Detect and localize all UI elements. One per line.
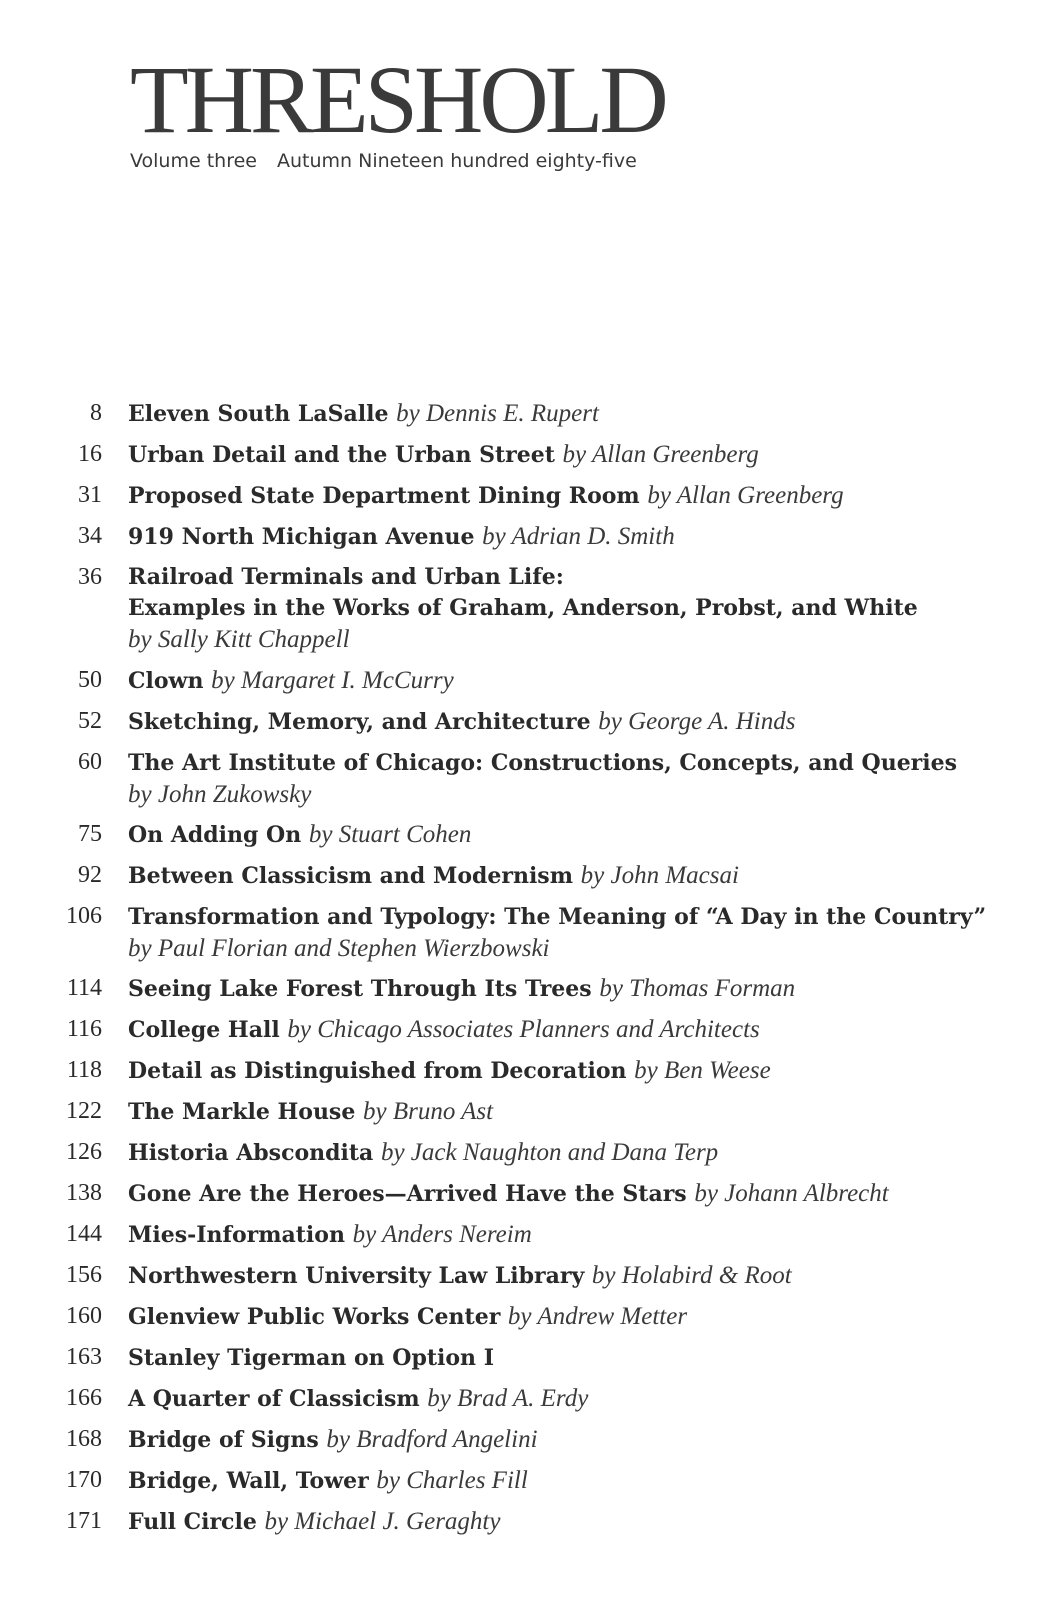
article-title: Gone Are the Heroes—Arrived Have the Stars <box>128 1181 687 1207</box>
entry-text <box>128 1137 1013 1169</box>
toc-entry <box>0 1260 1043 1301</box>
article-author: by Allan Greenberg <box>647 482 844 509</box>
page-number: 116 <box>66 1016 102 1042</box>
entry-text <box>128 439 1013 471</box>
article-author: by Charles Fill <box>376 1467 528 1494</box>
entry-text <box>128 398 1013 430</box>
page-number: 8 <box>90 400 102 426</box>
article-title: College Hall <box>128 1017 280 1043</box>
toc-entry <box>0 1096 1043 1137</box>
article-author: by Andrew Metter <box>507 1303 688 1330</box>
article-title: On Adding On <box>128 822 302 848</box>
entry-text <box>128 901 1013 964</box>
article-author: by Adrian D. Smith <box>482 523 675 550</box>
toc-entry <box>0 1055 1043 1096</box>
article-author: by Holabird & Root <box>591 1262 792 1289</box>
entry-text <box>128 1301 1013 1333</box>
page-number: 92 <box>78 862 102 888</box>
article-author: by Bradford Angelini <box>326 1426 538 1453</box>
article-title: Railroad Terminals and Urban Life: <box>128 564 564 590</box>
page-number: 114 <box>66 975 102 1001</box>
entry-text <box>128 521 1013 553</box>
article-title: Detail as Distinguished from Decoration <box>128 1058 627 1084</box>
article-author: by George A. Hinds <box>598 708 796 735</box>
article-author: by Thomas Forman <box>599 975 796 1002</box>
page-number: 160 <box>66 1303 102 1329</box>
page-number: 31 <box>78 482 102 508</box>
article-title: Between Classicism and Modernism <box>128 863 573 889</box>
article-title: Clown <box>128 668 204 694</box>
article-author: by Paul Florian and Stephen Wierzbowski <box>128 935 550 962</box>
article-author: by Michael J. Geraghty <box>264 1508 501 1535</box>
page-number: 16 <box>78 441 102 467</box>
entry-text <box>128 1178 1013 1210</box>
article-title: Northwestern University Law Library <box>128 1263 585 1289</box>
entry-text <box>128 562 1013 655</box>
toc-entry <box>0 706 1043 747</box>
article-title: Glenview Public Works Center <box>128 1304 501 1330</box>
article-title: Bridge, Wall, Tower <box>128 1468 369 1494</box>
toc-entry <box>0 901 1043 973</box>
article-title: Sketching, Memory, and Architecture <box>128 709 591 735</box>
article-author: by Jack Naughton and Dana Terp <box>380 1139 719 1166</box>
entry-text <box>128 973 1013 1005</box>
toc-entry <box>0 665 1043 706</box>
toc-entry <box>0 1014 1043 1055</box>
entry-text <box>128 1096 1013 1128</box>
article-title: Proposed State Department Dining Room <box>128 483 640 509</box>
article-author: by Chicago Associates Planners and Architects <box>287 1016 760 1043</box>
entry-text <box>128 1383 1013 1415</box>
toc-entry <box>0 398 1043 439</box>
entry-text <box>128 1465 1013 1497</box>
page-number: 50 <box>78 667 102 693</box>
article-title: The Art Institute of Chicago: Constructions, Concepts, and Queries <box>128 750 958 776</box>
article-title: Transformation and Typology: The Meaning of “A Day in the Country” <box>128 904 987 930</box>
article-title: Historia Abscondita <box>128 1140 374 1166</box>
page-number: 163 <box>66 1344 102 1370</box>
entry-text <box>128 819 1013 851</box>
season-label: Autumn Nineteen hundred eighty-five <box>276 150 637 172</box>
toc-entry <box>0 1506 1043 1547</box>
toc-entry <box>0 1383 1043 1424</box>
entry-text <box>128 706 1013 738</box>
page-number: 166 <box>66 1385 102 1411</box>
page-number: 75 <box>78 821 102 847</box>
table-of-contents <box>0 398 1043 1547</box>
entry-text <box>128 1424 1013 1456</box>
article-author: by Ben Weese <box>634 1057 771 1084</box>
page-number: 60 <box>78 749 102 775</box>
article-title: Bridge of Signs <box>128 1427 319 1453</box>
article-title: A Quarter of Classicism <box>128 1386 420 1412</box>
article-title: Urban Detail and the Urban Street <box>128 442 555 468</box>
page-number: 138 <box>66 1180 102 1206</box>
toc-entry <box>0 521 1043 562</box>
toc-entry <box>0 1178 1043 1219</box>
article-title-continued: Examples in the Works of Graham, Anderson, Probst, and White <box>128 595 918 621</box>
article-author: by John Macsai <box>580 862 739 889</box>
entry-text <box>128 665 1013 697</box>
volume-label: Volume three <box>130 150 257 172</box>
article-title: Eleven South LaSalle <box>128 401 389 427</box>
entry-text <box>128 860 1013 892</box>
article-author: by Sally Kitt Chappell <box>128 626 350 653</box>
article-author: by Stuart Cohen <box>308 821 472 848</box>
toc-entry <box>0 1219 1043 1260</box>
article-author: by Allan Greenberg <box>562 441 759 468</box>
entry-text <box>128 480 1013 512</box>
toc-entry <box>0 1342 1043 1383</box>
entry-text <box>128 747 1013 810</box>
toc-entry <box>0 1424 1043 1465</box>
toc-entry <box>0 860 1043 901</box>
article-title: The Markle House <box>128 1099 356 1125</box>
page-number: 170 <box>66 1467 102 1493</box>
page-number: 52 <box>78 708 102 734</box>
toc-entry <box>0 1301 1043 1342</box>
entry-text <box>128 1342 1013 1374</box>
page-number: 36 <box>78 564 102 590</box>
toc-entry <box>0 439 1043 480</box>
article-title: Stanley Tigerman on Option I <box>128 1345 494 1371</box>
toc-entry <box>0 480 1043 521</box>
entry-text <box>128 1014 1013 1046</box>
page-number: 122 <box>66 1098 102 1124</box>
article-author: by Anders Nereim <box>352 1221 532 1248</box>
page-number: 144 <box>66 1221 102 1247</box>
article-title: 919 North Michigan Avenue <box>128 524 475 550</box>
article-title: Full Circle <box>128 1509 257 1535</box>
toc-entry <box>0 1137 1043 1178</box>
article-title: Seeing Lake Forest Through Its Trees <box>128 976 592 1002</box>
journal-title: THRESHOLD <box>130 46 665 153</box>
article-author: by Brad A. Erdy <box>427 1385 589 1412</box>
toc-entry <box>0 973 1043 1014</box>
masthead <box>130 46 665 172</box>
toc-entry <box>0 1465 1043 1506</box>
article-title: Mies-Information <box>128 1222 345 1248</box>
article-author: by John Zukowsky <box>128 781 312 808</box>
page-number: 171 <box>66 1508 102 1534</box>
page-number: 156 <box>66 1262 102 1288</box>
page-number: 126 <box>66 1139 102 1165</box>
page-number: 118 <box>66 1057 102 1083</box>
article-author: by Margaret I. McCurry <box>211 667 454 694</box>
article-author: by Bruno Ast <box>362 1098 494 1125</box>
page-number: 34 <box>78 523 102 549</box>
entry-text <box>128 1506 1013 1538</box>
page-number: 168 <box>66 1426 102 1452</box>
article-author: by Dennis E. Rupert <box>396 400 599 427</box>
entry-text <box>128 1219 1013 1251</box>
entry-text <box>128 1055 1013 1087</box>
issue-line <box>130 150 665 172</box>
toc-entry <box>0 819 1043 860</box>
toc-entry <box>0 747 1043 819</box>
page-number: 106 <box>66 903 102 929</box>
article-author: by Johann Albrecht <box>694 1180 889 1207</box>
entry-text <box>128 1260 1013 1292</box>
toc-entry <box>0 562 1043 665</box>
